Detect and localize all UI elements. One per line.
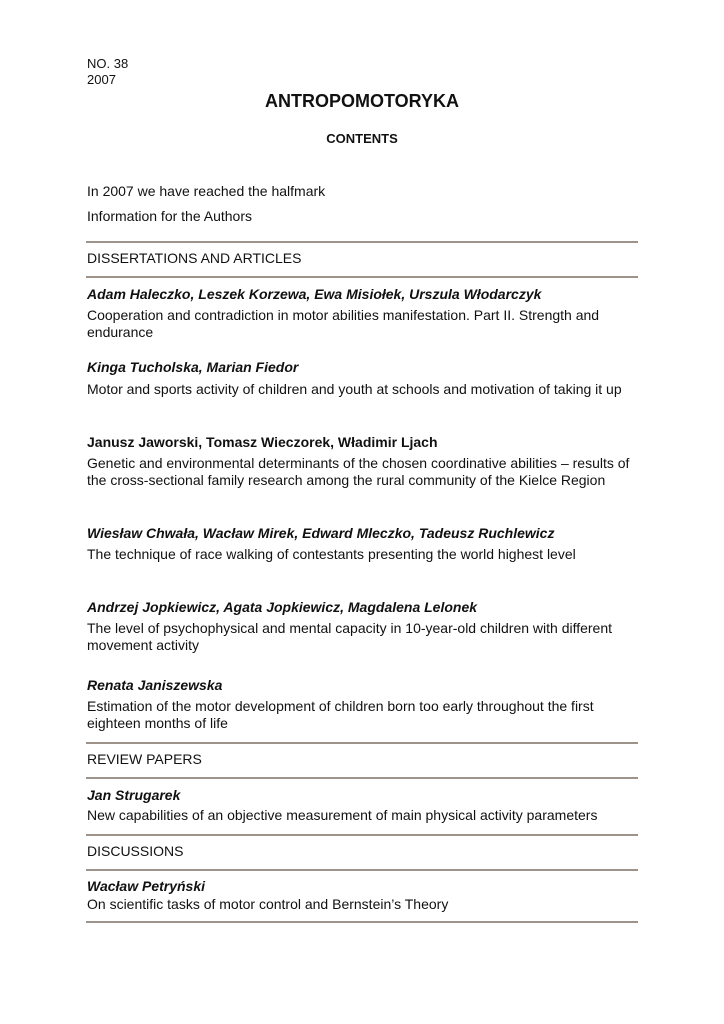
entry-authors: Renata Janiszewska (87, 677, 223, 693)
entry-title: Motor and sports activity of children and youth at schools and motivation of taking it up (87, 381, 622, 397)
entry-title: Cooperation and contradiction in motor abilities manifestation. Part II. Strength and endurance (87, 307, 600, 340)
entry-authors: Janusz Jaworski, Tomasz Wieczorek, Władimir Ljach (87, 434, 438, 450)
issue-year: 2007 (87, 72, 116, 87)
intro-editorial: In 2007 we have reached the halfmark (87, 183, 326, 199)
divider (86, 834, 638, 836)
entry-title: New capabilities of an objective measurement of main physical activity parameters (87, 807, 598, 823)
issue-number: NO. 38 (87, 56, 129, 71)
divider (86, 276, 638, 278)
section-reviews: REVIEW PAPERS (87, 751, 202, 767)
journal-title: ANTROPOMOTORYKA (264, 91, 459, 111)
entry-authors: Andrzej Jopkiewicz, Agata Jopkiewicz, Magdalena Lelonek (87, 599, 478, 615)
intro-information: Information for the Authors (87, 208, 252, 224)
entry-authors: Wacław Petryński (87, 878, 206, 894)
entry-title: Estimation of the motor development of children born too early throughout the first eighteen months of life (87, 698, 594, 731)
entry-title: The technique of race walking of contestants presenting the world highest level (87, 546, 576, 562)
entry-authors: Adam Haleczko, Leszek Korzewa, Ewa Misiołek, Urszula Włodarczyk (87, 286, 542, 302)
divider (86, 869, 638, 871)
divider (86, 241, 638, 243)
entry-title: The level of psychophysical and mental capacity in 10-year-old children with different movement activity (87, 620, 613, 653)
entry-authors: Wiesław Chwała, Wacław Mirek, Edward Mleczko, Tadeusz Ruchlewicz (87, 525, 555, 541)
entry-authors: Jan Strugarek (87, 787, 181, 803)
section-dissertations: DISSERTATIONS AND ARTICLES (87, 250, 302, 266)
section-discussions: DISCUSSIONS (87, 843, 184, 859)
entry-title: On scientific tasks of motor control and Bernstein’s Theory (87, 896, 449, 912)
entry-authors: Kinga Tucholska, Marian Fiedor (87, 359, 299, 375)
entry-title: Genetic and environmental determinants of the chosen coordinative abilities – results of the cross-sectional family research among the rural community of the Kielce Region (87, 455, 630, 488)
divider (86, 742, 638, 744)
divider (86, 921, 638, 923)
divider (86, 777, 638, 779)
contents-heading: CONTENTS (326, 131, 398, 146)
